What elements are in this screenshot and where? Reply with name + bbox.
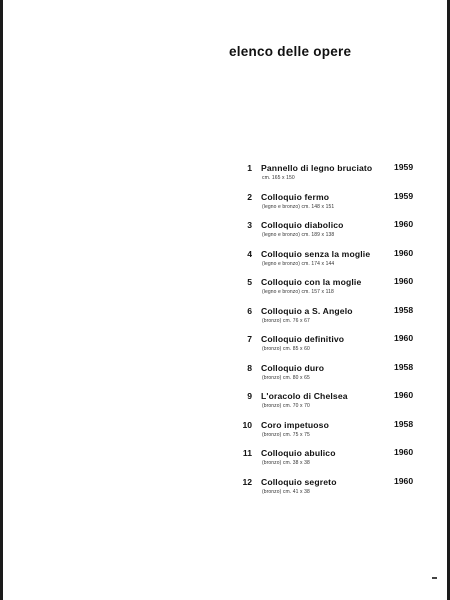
work-title: Colloquio segreto — [261, 476, 337, 487]
work-entry — [0, 306, 450, 336]
work-number: 6 — [247, 305, 252, 316]
work-details: (legno e bronzo) cm. 174 x 144 — [262, 260, 335, 267]
work-year: 1960 — [394, 333, 414, 343]
work-details: (legno e bronzo) cm. 157 x 118 — [262, 289, 334, 295]
work-year: 1960 — [394, 276, 414, 286]
work-title: Colloquio duro — [261, 362, 325, 373]
work-details: (bronzo) cm. 85 x 60 — [262, 346, 310, 352]
work-title: Colloquio definitivo — [261, 334, 345, 344]
work-entry — [0, 277, 450, 307]
work-number: 11 — [242, 448, 252, 458]
work-details: cm. 165 x 150 — [262, 175, 295, 181]
work-details: (bronzo) cm. 76 x 67 — [262, 317, 310, 324]
work-details: (bronzo) cm. 80 x 65 — [262, 374, 310, 381]
work-title: Colloquio abulico — [261, 448, 336, 458]
work-number: 8 — [247, 362, 252, 373]
work-details: (bronzo) cm. 41 x 38 — [262, 488, 310, 495]
work-title: Pannello di legno bruciato — [261, 163, 373, 173]
work-details: (legno e bronzo) cm. 189 x 138 — [262, 232, 335, 238]
work-year: 1960 — [394, 219, 414, 229]
work-number: 4 — [247, 248, 252, 259]
work-title: Colloquio diabolico — [261, 220, 344, 230]
work-entry — [0, 220, 450, 250]
work-year: 1960 — [394, 247, 414, 258]
page-title: elenco delle opere — [229, 44, 352, 59]
work-entry — [0, 420, 450, 450]
work-title: Coro impetuoso — [261, 419, 329, 430]
work-year: 1960 — [394, 447, 414, 457]
work-number: 9 — [247, 391, 252, 401]
work-title: Colloquio senza la moglie — [261, 248, 371, 259]
work-number: 7 — [247, 334, 252, 344]
work-year: 1958 — [394, 418, 414, 429]
work-title: L'oracolo di Chelsea — [261, 391, 348, 401]
work-entry — [0, 163, 450, 193]
work-year: 1960 — [394, 475, 414, 486]
work-year: 1959 — [394, 162, 414, 172]
work-title: Colloquio con la moglie — [261, 277, 362, 287]
work-entry — [0, 249, 450, 279]
page-mark — [432, 577, 437, 579]
work-entry — [0, 477, 450, 507]
work-year: 1959 — [394, 190, 414, 201]
work-details: (bronzo) cm. 75 x 75 — [262, 431, 310, 438]
work-number: 12 — [242, 476, 252, 487]
work-entry — [0, 192, 450, 222]
work-entry — [0, 391, 450, 421]
work-number: 10 — [242, 419, 252, 430]
work-number: 5 — [247, 277, 252, 287]
work-details: (bronzo) cm. 38 x 38 — [262, 460, 310, 466]
work-title: Colloquio a S. Angelo — [261, 305, 353, 316]
work-year: 1958 — [394, 361, 414, 372]
work-number: 2 — [247, 191, 252, 202]
work-entry — [0, 448, 450, 478]
work-details: (legno e bronzo) cm. 148 x 151 — [262, 203, 335, 210]
work-entry — [0, 363, 450, 393]
work-number: 3 — [247, 220, 252, 230]
work-year: 1958 — [394, 304, 414, 315]
work-title: Colloquio fermo — [261, 191, 330, 202]
work-year: 1960 — [394, 390, 414, 400]
work-entry — [0, 334, 450, 364]
work-number: 1 — [247, 163, 252, 173]
work-details: (bronzo) cm. 70 x 70 — [262, 403, 310, 409]
